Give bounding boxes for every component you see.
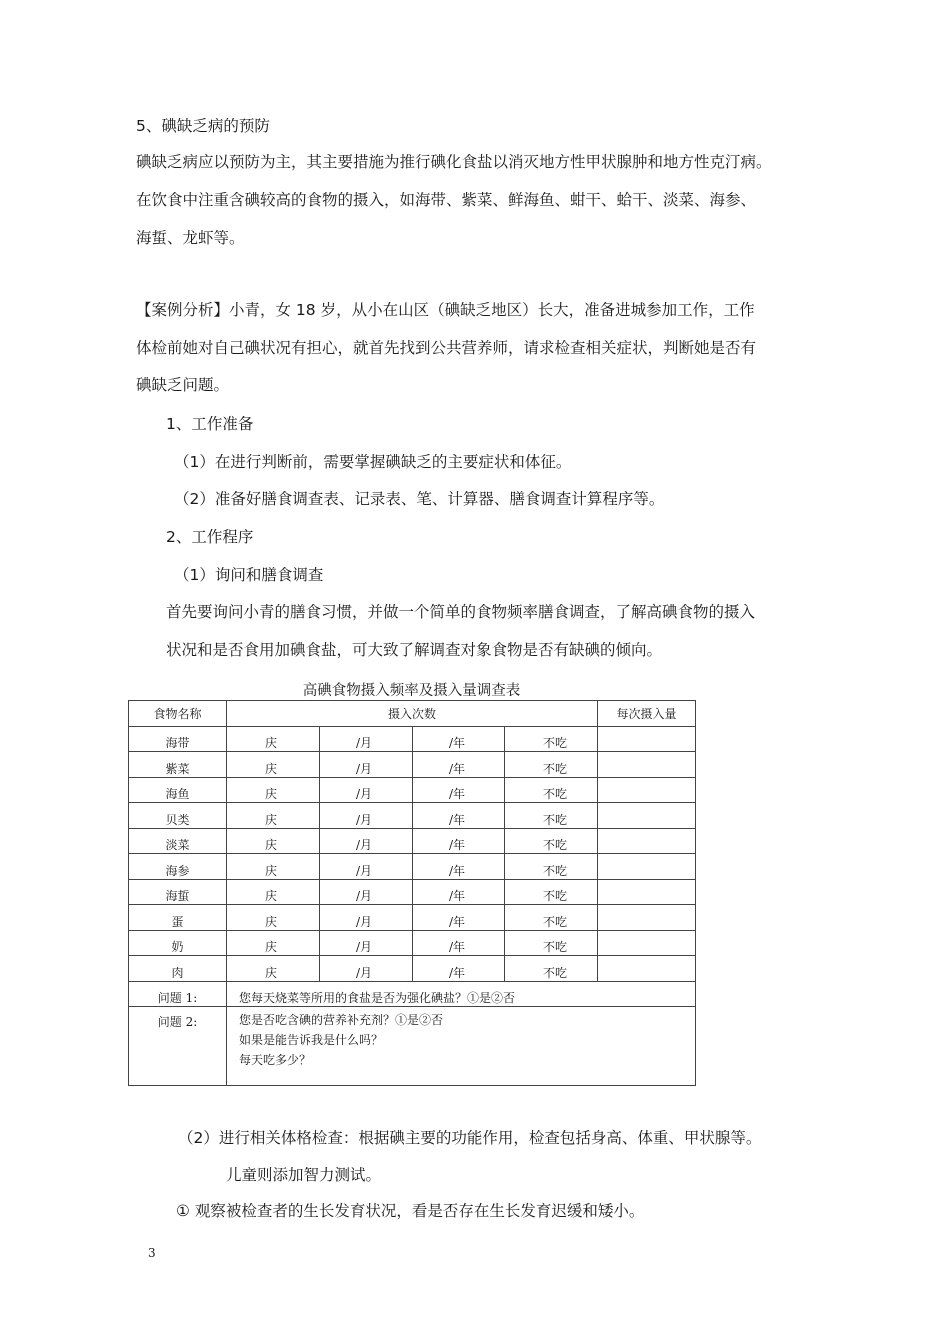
- prep-item: （1）在进行判断前，需要掌握碘缺乏的主要症状和体征。: [174, 453, 572, 471]
- per-month-cell: /月: [320, 726, 413, 752]
- question-label: 问题 1:: [129, 981, 227, 1007]
- amount-cell: [598, 879, 696, 905]
- per-month-cell: /月: [320, 752, 413, 778]
- step2-line: （2）进行相关体格检查：根据碘主要的功能作用，检查包括身高、体重、甲状腺等。: [178, 1129, 762, 1147]
- question-row: [129, 1007, 696, 1086]
- procedure-heading: 2、工作程序: [166, 528, 254, 546]
- never-cell: 不吃: [505, 752, 598, 778]
- table-row: [129, 726, 696, 752]
- per-year-cell: /年: [413, 905, 505, 931]
- per-year-cell: /年: [413, 956, 505, 982]
- step1-line: 状况和是否食用加碘食盐，可大致了解调查对象食物是否有缺碘的倾向。: [166, 641, 663, 659]
- amount-cell: [598, 803, 696, 829]
- case-paragraph-line: 体检前她对自己碘状况有担心，就首先找到公共营养师，请求检查相关症状，判断她是否有: [136, 339, 757, 357]
- food-name-cell: 奶: [129, 930, 227, 956]
- case-paragraph-line: 【案例分析】小青，女 18 岁，从小在山区（碘缺乏地区）长大，准备进城参加工作，工作: [136, 301, 755, 319]
- header-food: 食物名称: [129, 701, 227, 727]
- per-month-cell: /月: [320, 956, 413, 982]
- step2-item: ① 观察被检查者的生长发育状况，看是否存在生长发育迟缓和矮小。: [176, 1202, 645, 1220]
- per-day-cell: 庆: [227, 854, 320, 880]
- per-day-cell: 庆: [227, 777, 320, 803]
- paragraph-line: 在饮食中注重含碘较高的食物的摄入，如海带、紫菜、鲜海鱼、蚶干、蛤干、淡菜、海参、: [136, 191, 757, 209]
- prep-heading: 1、工作准备: [166, 415, 254, 433]
- food-name-cell: 淡菜: [129, 828, 227, 854]
- per-month-cell: /月: [320, 905, 413, 931]
- table-row: [129, 879, 696, 905]
- case-paragraph-line: 碘缺乏问题。: [136, 376, 230, 394]
- table-row: [129, 803, 696, 829]
- amount-cell: [598, 905, 696, 931]
- amount-cell: [598, 828, 696, 854]
- question-label: 问题 2:: [129, 1007, 227, 1086]
- question-answer: [227, 1007, 696, 1086]
- question-text: 每天吃多少？: [239, 1053, 312, 1067]
- per-year-cell: /年: [413, 828, 505, 854]
- amount-cell: [598, 854, 696, 880]
- never-cell: 不吃: [505, 905, 598, 931]
- per-month-cell: /月: [320, 828, 413, 854]
- per-day-cell: 庆: [227, 956, 320, 982]
- per-day-cell: 庆: [227, 905, 320, 931]
- per-month-cell: /月: [320, 803, 413, 829]
- never-cell: 不吃: [505, 777, 598, 803]
- question-text: 您每天烧菜等所用的食盐是否为强化碘盐？①是②否: [227, 981, 696, 1007]
- table-header-row: [129, 701, 696, 727]
- header-amount: 每次摄入量: [598, 701, 696, 727]
- per-month-cell: /月: [320, 930, 413, 956]
- food-name-cell: 海鱼: [129, 777, 227, 803]
- per-month-cell: /月: [320, 854, 413, 880]
- table-row: [129, 752, 696, 778]
- per-day-cell: 庆: [227, 930, 320, 956]
- per-year-cell: /年: [413, 803, 505, 829]
- question-row: [129, 981, 696, 1007]
- prep-item: （2）准备好膳食调查表、记录表、笔、计算器、膳食调查计算程序等。: [174, 490, 665, 508]
- table-row: [129, 854, 696, 880]
- paragraph-line: 海蜇、龙虾等。: [136, 229, 245, 247]
- per-year-cell: /年: [413, 930, 505, 956]
- question-text: 如果是能告诉我是什么吗？: [239, 1033, 384, 1047]
- amount-cell: [598, 726, 696, 752]
- food-name-cell: 蛋: [129, 905, 227, 931]
- step1-heading: （1）询问和膳食调查: [174, 566, 324, 584]
- per-year-cell: /年: [413, 752, 505, 778]
- table-row: [129, 777, 696, 803]
- table-row: [129, 956, 696, 982]
- food-name-cell: 肉: [129, 956, 227, 982]
- table-title: 高碘食物摄入频率及摄入量调查表: [302, 683, 521, 699]
- per-day-cell: 庆: [227, 879, 320, 905]
- never-cell: 不吃: [505, 930, 598, 956]
- never-cell: 不吃: [505, 726, 598, 752]
- never-cell: 不吃: [505, 879, 598, 905]
- never-cell: 不吃: [505, 828, 598, 854]
- per-year-cell: /年: [413, 726, 505, 752]
- section-heading: 5、碘缺乏病的预防: [136, 117, 270, 135]
- step2-line: 儿童则添加智力测试。: [226, 1166, 382, 1184]
- question-text: 您是否吃含碘的营养补充剂？①是②否: [239, 1013, 444, 1027]
- per-year-cell: /年: [413, 879, 505, 905]
- amount-cell: [598, 752, 696, 778]
- food-name-cell: 紫菜: [129, 752, 227, 778]
- food-name-cell: 海参: [129, 854, 227, 880]
- page-number: 3: [148, 1246, 156, 1260]
- per-year-cell: /年: [413, 854, 505, 880]
- per-month-cell: /月: [320, 777, 413, 803]
- amount-cell: [598, 777, 696, 803]
- per-month-cell: /月: [320, 879, 413, 905]
- amount-cell: [598, 930, 696, 956]
- per-day-cell: 庆: [227, 726, 320, 752]
- food-name-cell: 海带: [129, 726, 227, 752]
- per-day-cell: 庆: [227, 752, 320, 778]
- amount-cell: [598, 956, 696, 982]
- never-cell: 不吃: [505, 956, 598, 982]
- per-year-cell: /年: [413, 777, 505, 803]
- never-cell: 不吃: [505, 803, 598, 829]
- food-name-cell: 海蜇: [129, 879, 227, 905]
- header-frequency: 摄入次数: [227, 701, 598, 727]
- table-row: [129, 905, 696, 931]
- per-day-cell: 庆: [227, 803, 320, 829]
- step1-line: 首先要询问小青的膳食习惯，并做一个简单的食物频率膳食调查，了解高碘食物的摄入: [166, 603, 756, 621]
- survey-table: [128, 700, 696, 1086]
- table-row: [129, 930, 696, 956]
- food-name-cell: 贝类: [129, 803, 227, 829]
- per-day-cell: 庆: [227, 828, 320, 854]
- table-row: [129, 828, 696, 854]
- never-cell: 不吃: [505, 854, 598, 880]
- paragraph-line: 碘缺乏病应以预防为主，其主要措施为推行碘化食盐以消灭地方性甲状腺肿和地方性克汀病。: [136, 153, 772, 171]
